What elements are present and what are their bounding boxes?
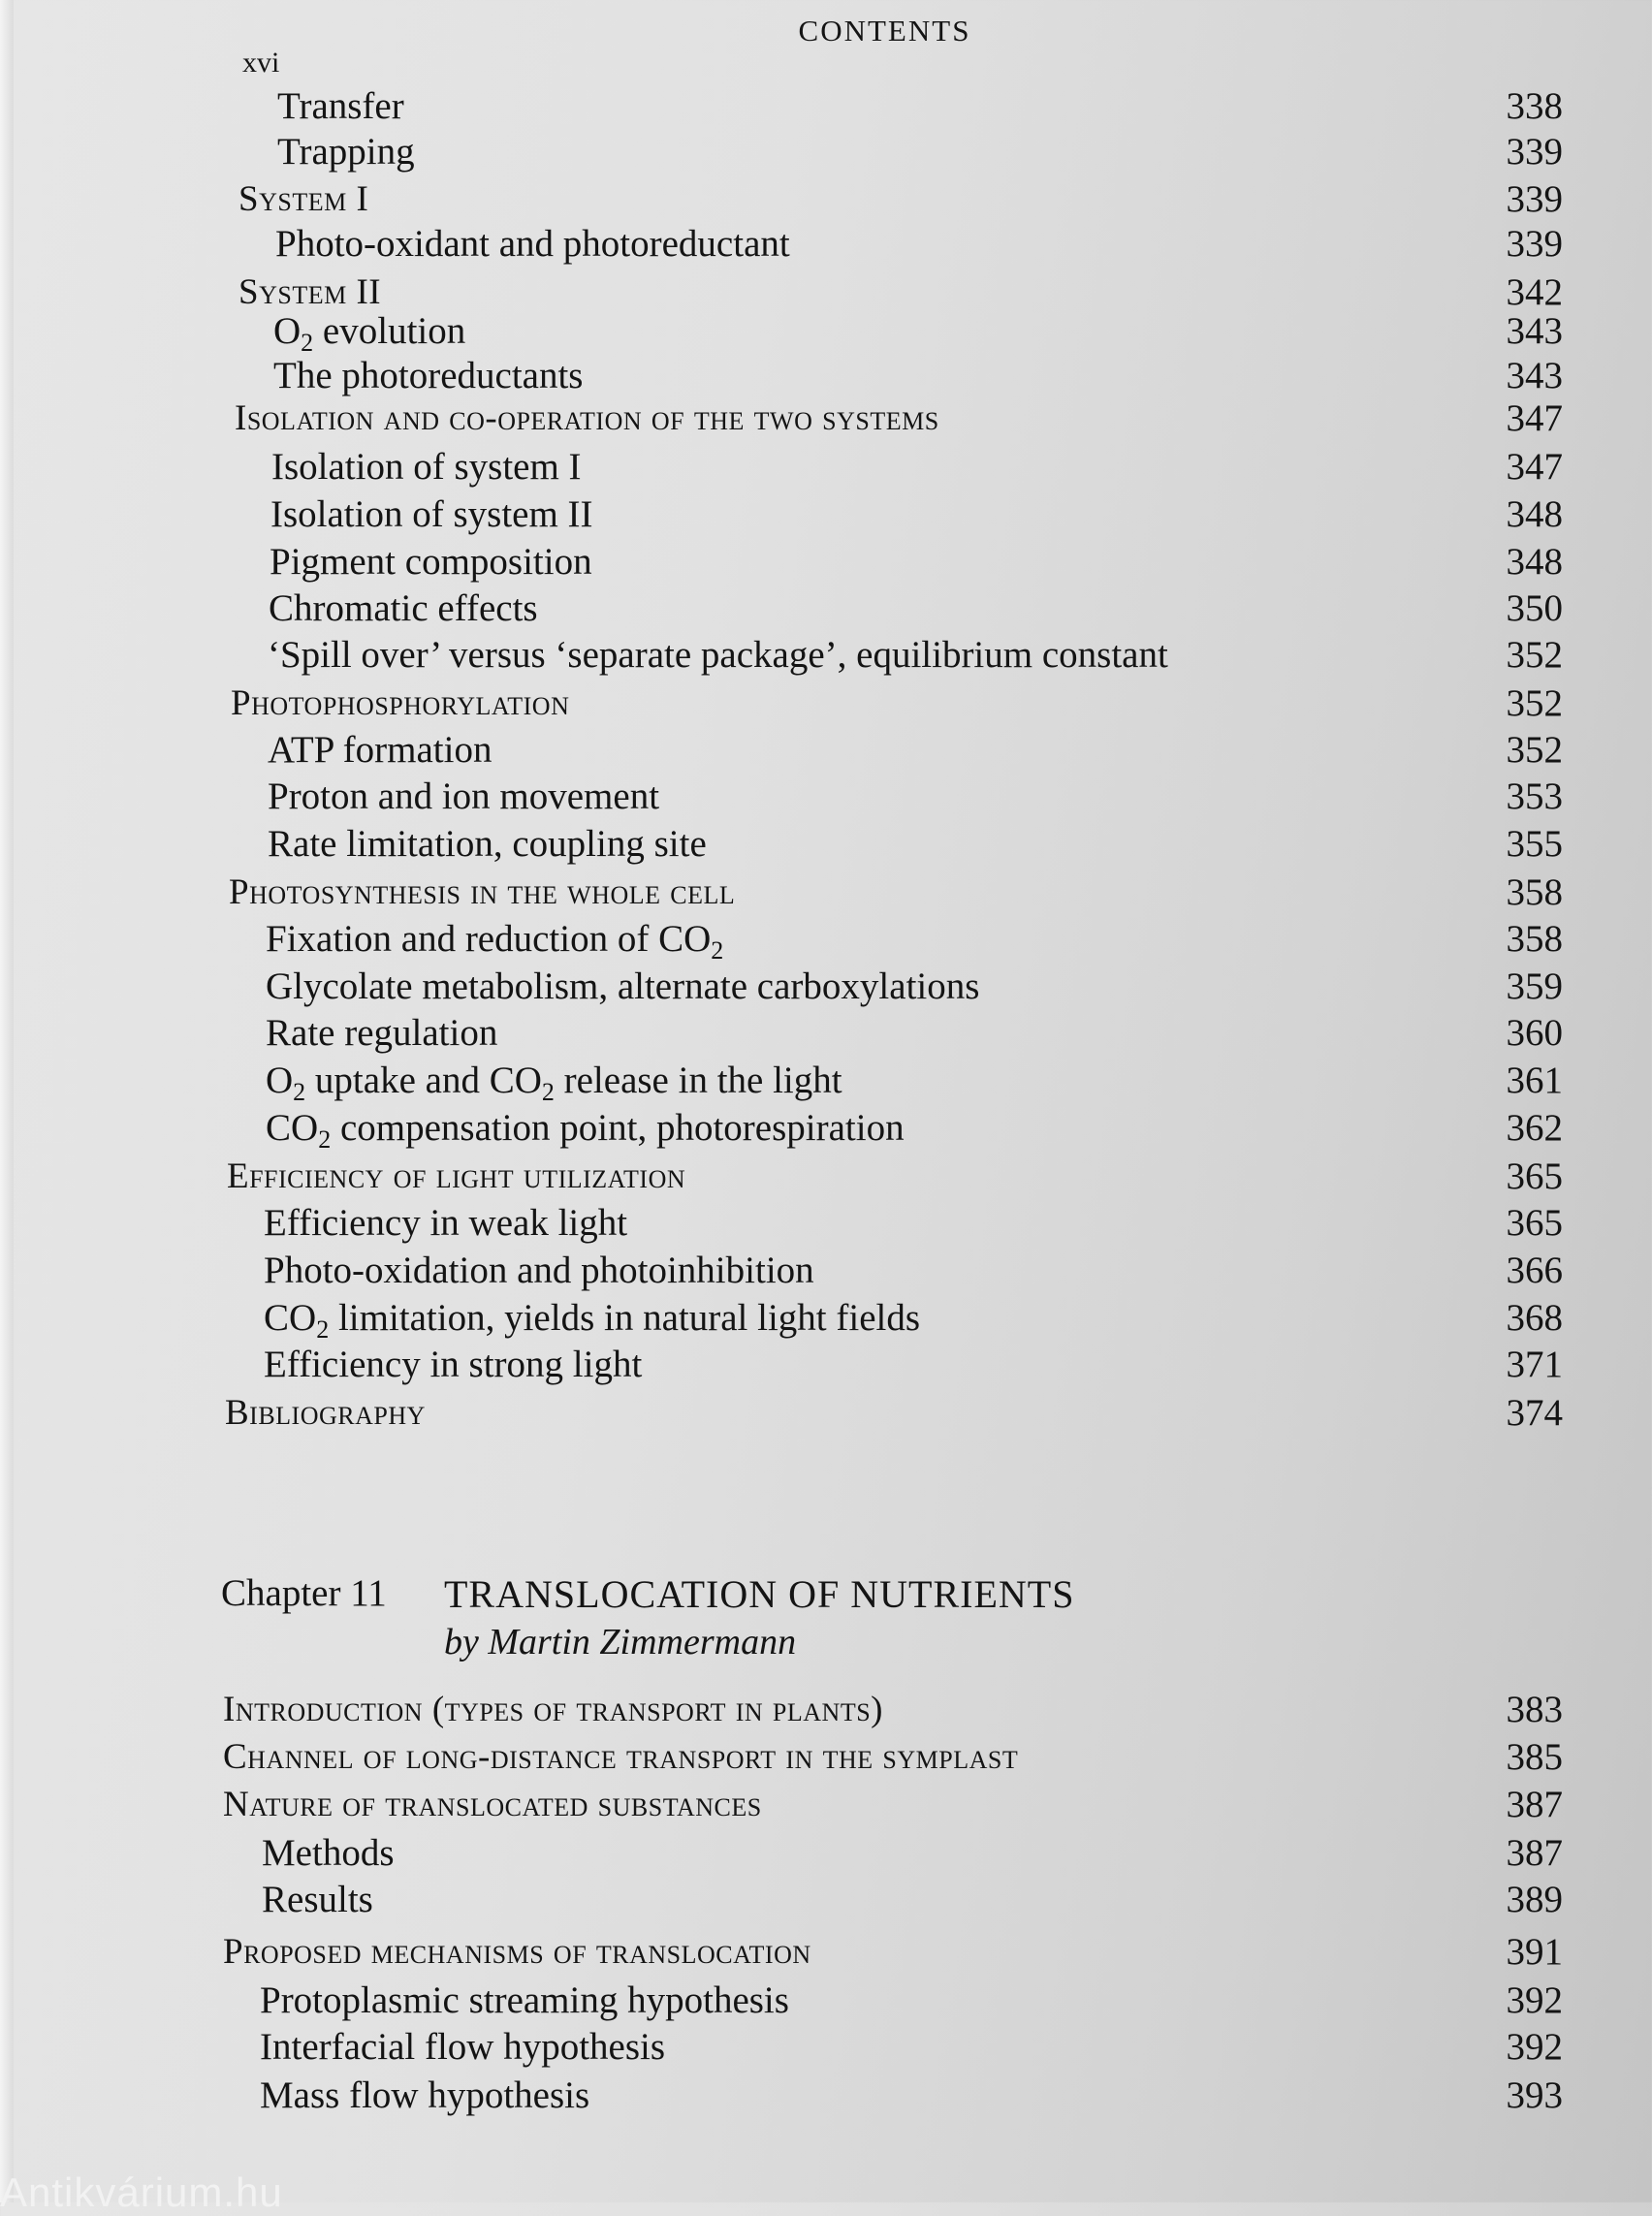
toc-section-heading [0, 1154, 1563, 1200]
toc-entry-page: 391 [1506, 1931, 1563, 1973]
toc-entry-page: 339 [1506, 223, 1563, 265]
toc-entry-page: 348 [1506, 493, 1563, 535]
toc-entry-text: Isolation and co-operation of the two systems [235, 398, 939, 438]
toc-entry-page: 392 [1506, 1979, 1563, 2021]
toc-entry-text: Interfacial flow hypothesis [260, 2026, 666, 2068]
toc-entry [0, 2073, 1563, 2119]
toc-entry-text: ATP formation [268, 729, 492, 771]
toc-entry [0, 83, 1563, 130]
toc-entry-page: 371 [1506, 1344, 1563, 1385]
toc-entry-text: ‘Spill over’ versus ‘separate package’, equilibrium constant [268, 634, 1168, 676]
toc-entry-text: Glycolate metabolism, alternate carboxylations [266, 966, 980, 1007]
toc-entry [0, 491, 1563, 538]
chapter-author: by Martin Zimmermann [444, 1622, 797, 1662]
toc-entry-text: Isolation of system I [271, 446, 582, 488]
toc-entry-text: Transfer [277, 85, 404, 127]
toc-entry-page: 350 [1506, 587, 1563, 629]
toc-entry-text: The photoreductants [273, 355, 584, 396]
toc-entry [0, 1830, 1563, 1877]
toc-section-heading [0, 870, 1563, 916]
toc-entry [0, 539, 1563, 586]
toc-entry-text: Proton and ion movement [268, 776, 660, 817]
page-number: xvi [242, 47, 280, 79]
toc-entry-text: $O_2$ evolution [273, 310, 466, 357]
toc-entry [0, 1295, 1563, 1342]
toc-entry-page: 387 [1506, 1832, 1563, 1874]
toc-entry [0, 1978, 1563, 2024]
toc-entry-text: $CO_2$ compensation point, photorespiration [266, 1107, 905, 1154]
toc-entry-text: Photo-oxidant and photoreductant [275, 223, 790, 265]
toc-entry [0, 129, 1563, 175]
toc-entry-page: 359 [1506, 966, 1563, 1007]
toc-entry-text: Rate limitation, coupling site [268, 823, 707, 865]
toc-entry-text: Fixation and reduction of $CO_2$ [266, 918, 724, 965]
toc-entry-page: 352 [1506, 634, 1563, 676]
toc-entry [0, 821, 1563, 868]
toc-entry [0, 916, 1563, 963]
toc-entry [0, 1248, 1563, 1294]
chapter-title: TRANSLOCATION OF NUTRIENTS [444, 1572, 1075, 1616]
toc-entry-page: 360 [1506, 1012, 1563, 1054]
toc-section-heading [0, 681, 1563, 727]
toc-entry [0, 774, 1563, 820]
toc-section-heading [0, 176, 1563, 223]
toc-entry-text: Photophosphorylation [231, 683, 570, 723]
chapter-label: Chapter 11 [221, 1572, 387, 1614]
toc-entry-text: System II [238, 272, 382, 312]
toc-entry-page: 347 [1506, 446, 1563, 488]
toc-entry-text: Efficiency in strong light [264, 1344, 643, 1385]
toc-entry-text: Trapping [277, 131, 415, 173]
toc-entry-text: Photosynthesis in the whole cell [229, 872, 736, 912]
toc-entry-text: Methods [262, 1832, 395, 1874]
toc-entry-page: 352 [1506, 682, 1563, 724]
toc-entry-page: 385 [1506, 1736, 1563, 1778]
toc-section-heading [0, 1782, 1563, 1828]
toc-entry-page: 374 [1506, 1392, 1563, 1434]
toc-entry-page: 365 [1506, 1155, 1563, 1197]
toc-entry-text: Rate regulation [266, 1012, 498, 1054]
toc-entry-text: Photo-oxidation and photoinhibition [264, 1250, 814, 1291]
toc-entry-page: 352 [1506, 729, 1563, 771]
toc-entry [0, 1877, 1563, 1923]
toc-entry [0, 2024, 1563, 2071]
watermark: Antikvárium.hu [0, 2169, 283, 2215]
toc-entry-page: 353 [1506, 776, 1563, 817]
toc-entry-text: Isolation of system II [270, 493, 593, 535]
toc-entry-page: 339 [1506, 131, 1563, 173]
toc-entry-page: 358 [1506, 871, 1563, 913]
page-header-title: CONTENTS [798, 14, 971, 47]
toc-entry-text: System I [238, 179, 369, 219]
toc-entry [0, 308, 1563, 355]
toc-entry [0, 632, 1563, 679]
toc-entry [0, 1200, 1563, 1247]
toc-entry-page: 361 [1506, 1060, 1563, 1101]
toc-entry [0, 586, 1563, 632]
toc-entry-page: 393 [1506, 2074, 1563, 2116]
toc-entry-text: Efficiency of light utilization [227, 1156, 686, 1196]
toc-entry [0, 1010, 1563, 1057]
toc-entry-text: Introduction (types of transport in plants) [223, 1690, 883, 1729]
toc-entry-text: Chromatic effects [269, 587, 538, 629]
toc-section-heading [0, 1687, 1563, 1733]
toc-entry [0, 444, 1563, 491]
toc-entry-text: Mass flow hypothesis [260, 2074, 590, 2116]
toc-entry-page: 343 [1506, 355, 1563, 396]
toc-entry-text: Protoplasmic streaming hypothesis [260, 1979, 789, 2021]
toc-entry-page: 365 [1506, 1202, 1563, 1244]
toc-entry-page: 347 [1506, 397, 1563, 439]
toc-entry-page: 387 [1506, 1784, 1563, 1825]
toc-entry [0, 221, 1563, 268]
toc-section-heading [0, 1390, 1563, 1437]
toc-entry-page: 338 [1506, 85, 1563, 127]
toc-entry [0, 727, 1563, 774]
toc-entry-page: 389 [1506, 1879, 1563, 1920]
toc-entry-text: Proposed mechanisms of translocation [223, 1932, 811, 1972]
toc-section-heading [0, 396, 1563, 442]
toc-entry-page: 342 [1506, 271, 1563, 313]
toc-entry-text: Nature of translocated substances [223, 1785, 762, 1824]
toc-entry-text: Bibliography [225, 1393, 426, 1433]
toc-entry-page: 368 [1506, 1297, 1563, 1339]
toc-entry-page: 392 [1506, 2026, 1563, 2068]
toc-entry-page: 348 [1506, 541, 1563, 583]
toc-entry-text: $O_2$ uptake and $CO_2$ release in the light [266, 1060, 842, 1106]
toc-entry [0, 1342, 1563, 1388]
toc-entry-page: 355 [1506, 823, 1563, 865]
toc-entry [0, 1105, 1563, 1152]
toc-section-heading [0, 1929, 1563, 1976]
toc-entry [0, 353, 1563, 399]
toc-entry-page: 366 [1506, 1250, 1563, 1291]
toc-entry-text: Efficiency in weak light [264, 1202, 628, 1244]
toc-entry-page: 343 [1506, 310, 1563, 352]
toc-entry [0, 964, 1563, 1010]
toc-entry-page: 358 [1506, 918, 1563, 960]
toc-entry-page: 383 [1506, 1689, 1563, 1730]
toc-entry-page: 362 [1506, 1107, 1563, 1149]
toc-entry-text: Results [262, 1879, 373, 1920]
toc-entry-text: Pigment composition [270, 541, 592, 583]
toc-entry [0, 1058, 1563, 1104]
toc-entry-text: Channel of long-distance transport in the symplast [223, 1737, 1019, 1777]
toc-entry-text: $CO_2$ limitation, yields in natural light fields [264, 1297, 921, 1344]
toc-section-heading [0, 1734, 1563, 1781]
toc-entry-page: 339 [1506, 178, 1563, 220]
